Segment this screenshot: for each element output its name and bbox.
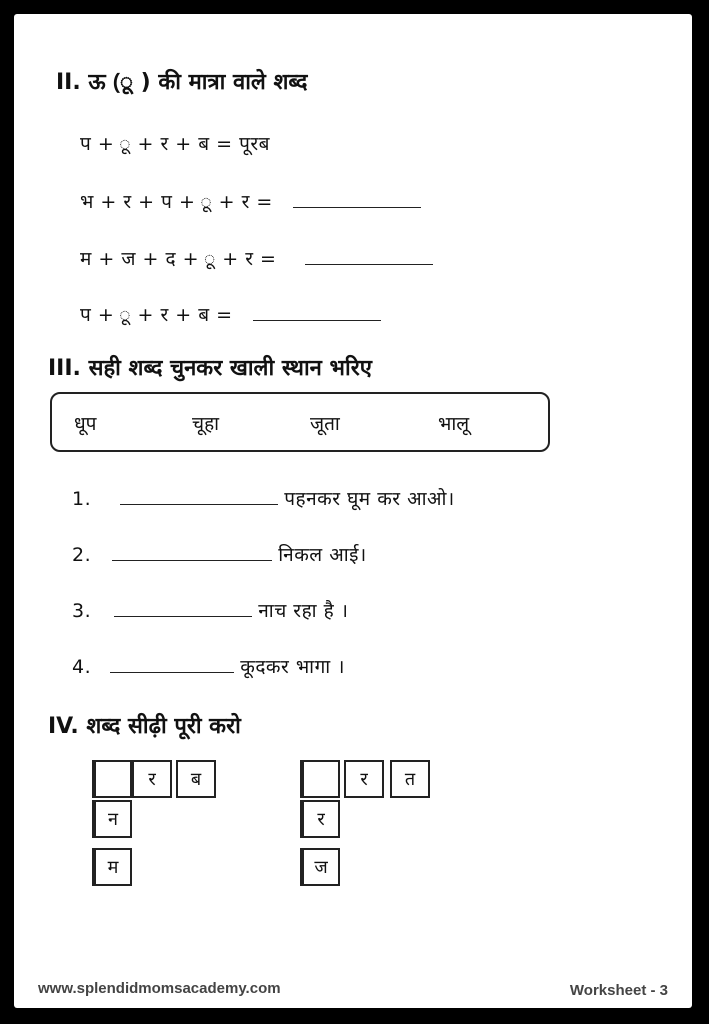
- item-number: 4.: [72, 656, 92, 678]
- answer-blank[interactable]: [293, 187, 421, 208]
- fill-item-1: [72, 484, 455, 511]
- item-text: पहनकर घूम कर आओ।: [284, 488, 455, 510]
- item-text: नाच रहा है ।: [258, 600, 349, 622]
- ladder-cell: र: [132, 760, 172, 798]
- section-4-heading: IV. शब्द सीढ़ी पूरी करो: [48, 714, 241, 739]
- answer-blank[interactable]: [110, 652, 234, 673]
- fill-item-2: [72, 540, 367, 567]
- equation-line-1: [80, 130, 270, 156]
- ladder-cell: र: [344, 760, 384, 798]
- worksheet-number: Worksheet - 3: [569, 982, 668, 999]
- ladder-cell: न: [92, 800, 132, 838]
- word-bank-item: जूता: [310, 413, 340, 435]
- ladder-cell: र: [300, 800, 340, 838]
- ladder-cell: त: [390, 760, 430, 798]
- website-url: www.splendidmomsacademy.com: [38, 980, 281, 997]
- word-bank-item: भालू: [438, 413, 470, 435]
- answer-blank[interactable]: [253, 300, 381, 321]
- equation-line-2: [80, 187, 421, 214]
- ladder-cell: ज: [300, 848, 340, 886]
- item-number: 1.: [72, 488, 92, 510]
- equation-line-4: [80, 300, 381, 327]
- equation-text: प + ू + र + ब = पूरब: [80, 133, 271, 155]
- ladder-cell: म: [92, 848, 132, 886]
- equation-line-3: [80, 244, 433, 271]
- ladder-cell[interactable]: [300, 760, 340, 798]
- word-bank-item: चूहा: [192, 413, 220, 435]
- word-bank-box: [50, 392, 550, 452]
- item-number: 3.: [72, 600, 92, 622]
- answer-blank[interactable]: [120, 484, 278, 505]
- equation-text: भ + र + प + ू + र =: [80, 191, 280, 213]
- fill-item-4: [72, 652, 345, 679]
- equation-text: म + ज + द + ू + र =: [80, 248, 284, 270]
- ladder-cell: ब: [176, 760, 216, 798]
- fill-item-3: [72, 596, 348, 623]
- equation-text: प + ू + र + ब =: [80, 304, 240, 326]
- answer-blank[interactable]: [114, 596, 252, 617]
- item-number: 2.: [72, 544, 92, 566]
- answer-blank[interactable]: [112, 540, 272, 561]
- ladder-cell[interactable]: [92, 760, 132, 798]
- section-2-heading: II. ऊ (ू ) की मात्रा वाले शब्द: [56, 70, 308, 95]
- item-text: निकल आई।: [278, 544, 367, 566]
- answer-blank[interactable]: [305, 244, 433, 265]
- worksheet-page: [14, 14, 692, 1008]
- item-text: कूदकर भागा ।: [240, 656, 345, 678]
- word-bank-item: धूप: [74, 413, 97, 435]
- section-3-heading: III. सही शब्द चुनकर खाली स्थान भरिए: [48, 356, 372, 381]
